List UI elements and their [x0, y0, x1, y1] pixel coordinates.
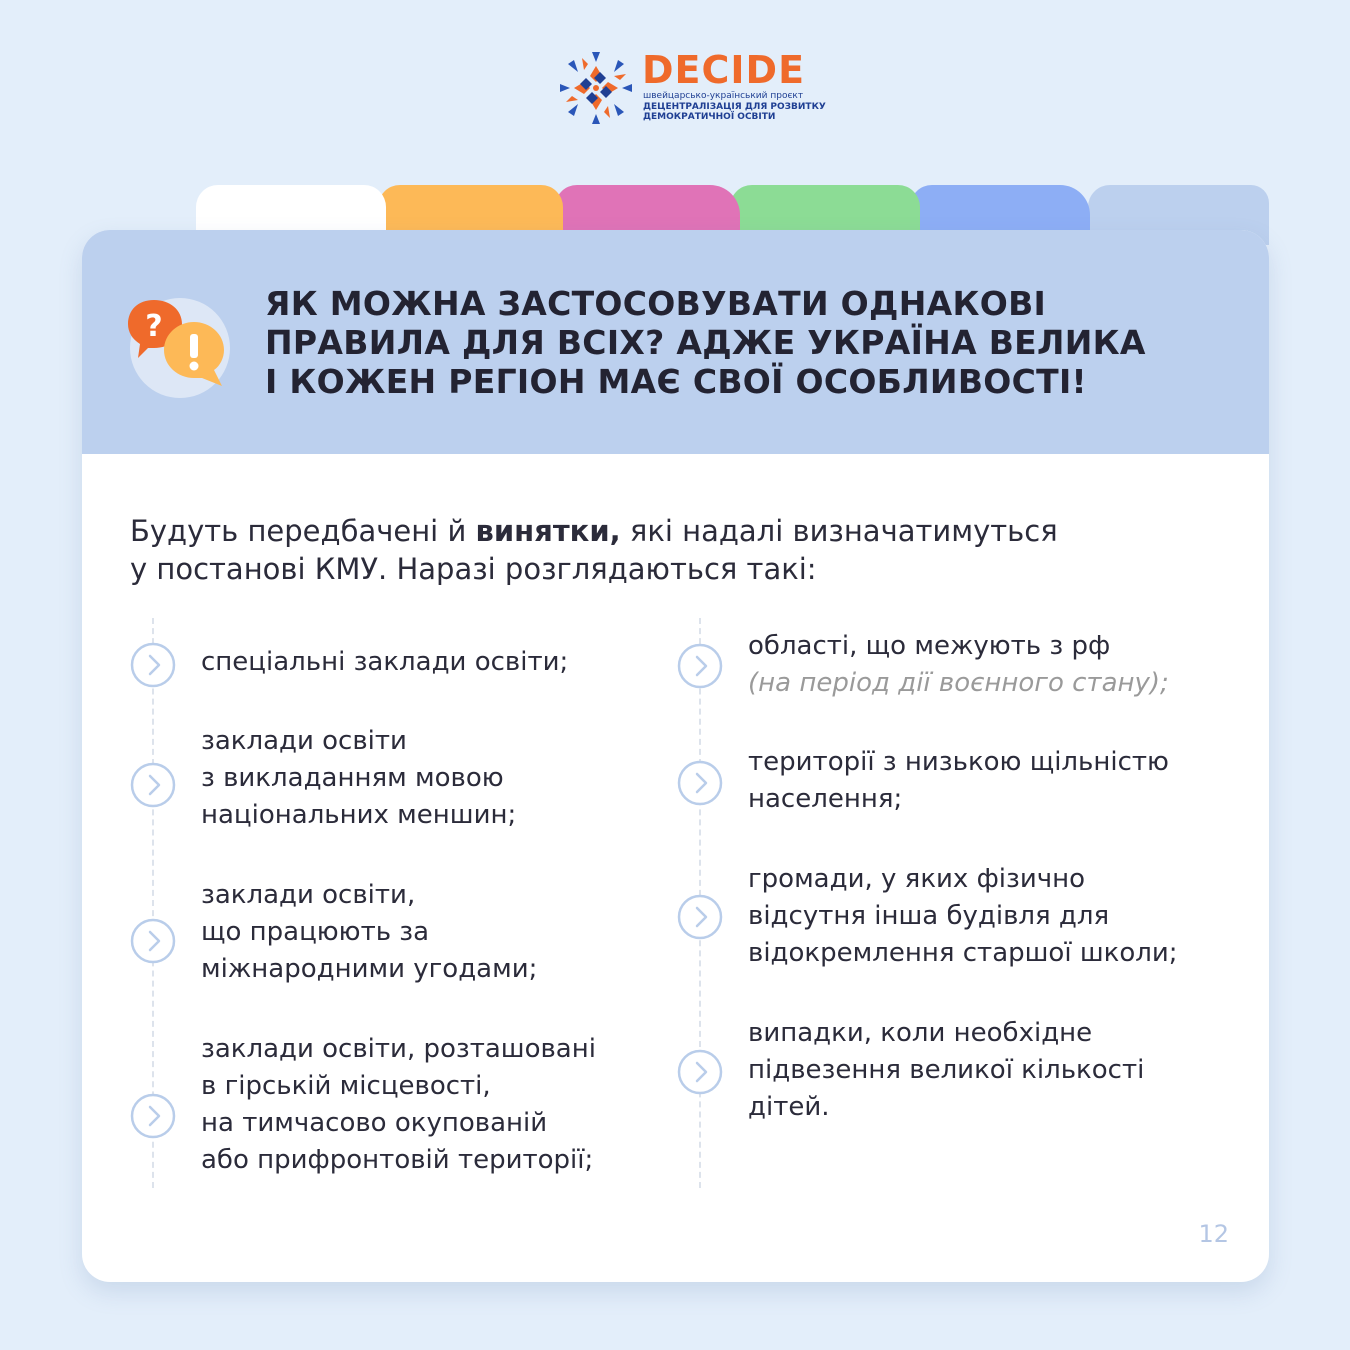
list-item-line: випадки, коли необхідне [748, 1018, 1093, 1048]
logo-subtitle-1: швейцарсько-український проєкт [643, 91, 804, 101]
list-item-line: або прифронтовій території; [201, 1145, 594, 1175]
list-item-line: заклади освіти, [201, 880, 416, 910]
decide-logo [558, 48, 826, 130]
list-item-text [201, 723, 516, 834]
intro-text: які надалі визначатимуться [620, 514, 1058, 548]
title-line: ПРАВИЛА ДЛЯ ВСІХ? АДЖЕ УКРАЇНА ВЕЛИКА [265, 323, 1146, 362]
question-exclamation-bubbles-icon [128, 296, 232, 400]
chevron-right-circle-icon [677, 760, 723, 806]
chevron-right-circle-icon [677, 894, 723, 940]
title-line: ЯК МОЖНА ЗАСТОСОВУВАТИ ОДНАКОВІ [265, 284, 1047, 323]
chevron-right-circle-icon [130, 1093, 176, 1139]
list-item-text [748, 628, 1169, 702]
intro-bold: винятки, [475, 514, 621, 548]
list-item-text [748, 1015, 1144, 1126]
list-item-line: заклади освіти, розташовані [201, 1034, 596, 1064]
list-item-text [201, 644, 568, 681]
chevron-right-circle-icon [677, 1049, 723, 1095]
list-item-line: міжнародними угодами; [201, 954, 538, 984]
chevron-right-circle-icon [130, 918, 176, 964]
decide-snowflake-icon [558, 50, 634, 126]
list-item-line: національних меншин; [201, 800, 517, 830]
list-item-line: відокремлення старшої школи; [748, 938, 1178, 968]
card-header [82, 230, 1269, 454]
list-item-line: на тимчасово окупованій [201, 1108, 548, 1138]
list-item-line: що працюють за [201, 917, 430, 947]
list-item-text [748, 861, 1178, 972]
page-number: 12 [1198, 1220, 1229, 1248]
list-item-line: відсутня інша будівля для [748, 901, 1110, 931]
list-item-line: підвезення великої кількості [748, 1055, 1145, 1085]
chevron-right-circle-icon [677, 643, 723, 689]
intro-text: у постанові КМУ. Наразі розглядаються такі: [130, 552, 817, 586]
page-title [265, 284, 1225, 401]
list-item-line: з викладанням мовою [201, 763, 504, 793]
logo-brand: DECIDE [642, 48, 806, 92]
list-item-text [748, 744, 1169, 818]
list-item-line: населення; [748, 784, 903, 814]
intro-text: Будуть передбачені й [130, 514, 476, 548]
list-item-line: спеціальні заклади освіти; [201, 647, 569, 677]
intro-paragraph [130, 512, 1180, 588]
list-item-line: в гірській місцевості, [201, 1071, 491, 1101]
chevron-right-circle-icon [130, 642, 176, 688]
list-item-line: дітей. [748, 1092, 830, 1122]
list-item-note: (на період дії воєнного стану); [748, 668, 1169, 698]
logo-subtitle-3: ДЕМОКРАТИЧНОЇ ОСВІТИ [643, 112, 776, 122]
list-item-text [201, 1031, 596, 1179]
list-item-line: області, що межують з рф [748, 631, 1111, 661]
chevron-right-circle-icon [130, 762, 176, 808]
list-item-line: території з низькою щільністю [748, 747, 1169, 777]
logo-subtitle-2: ДЕЦЕНТРАЛІЗАЦІЯ ДЛЯ РОЗВИТКУ [643, 102, 826, 112]
svg-text:?: ? [145, 309, 163, 344]
list-item-text [201, 877, 537, 988]
content-card [82, 230, 1269, 1282]
list-item-line: заклади освіти [201, 726, 407, 756]
title-line: І КОЖЕН РЕГІОН МАЄ СВОЇ ОСОБЛИВОСТІ! [265, 362, 1087, 401]
list-item-line: громади, у яких фізично [748, 864, 1086, 894]
